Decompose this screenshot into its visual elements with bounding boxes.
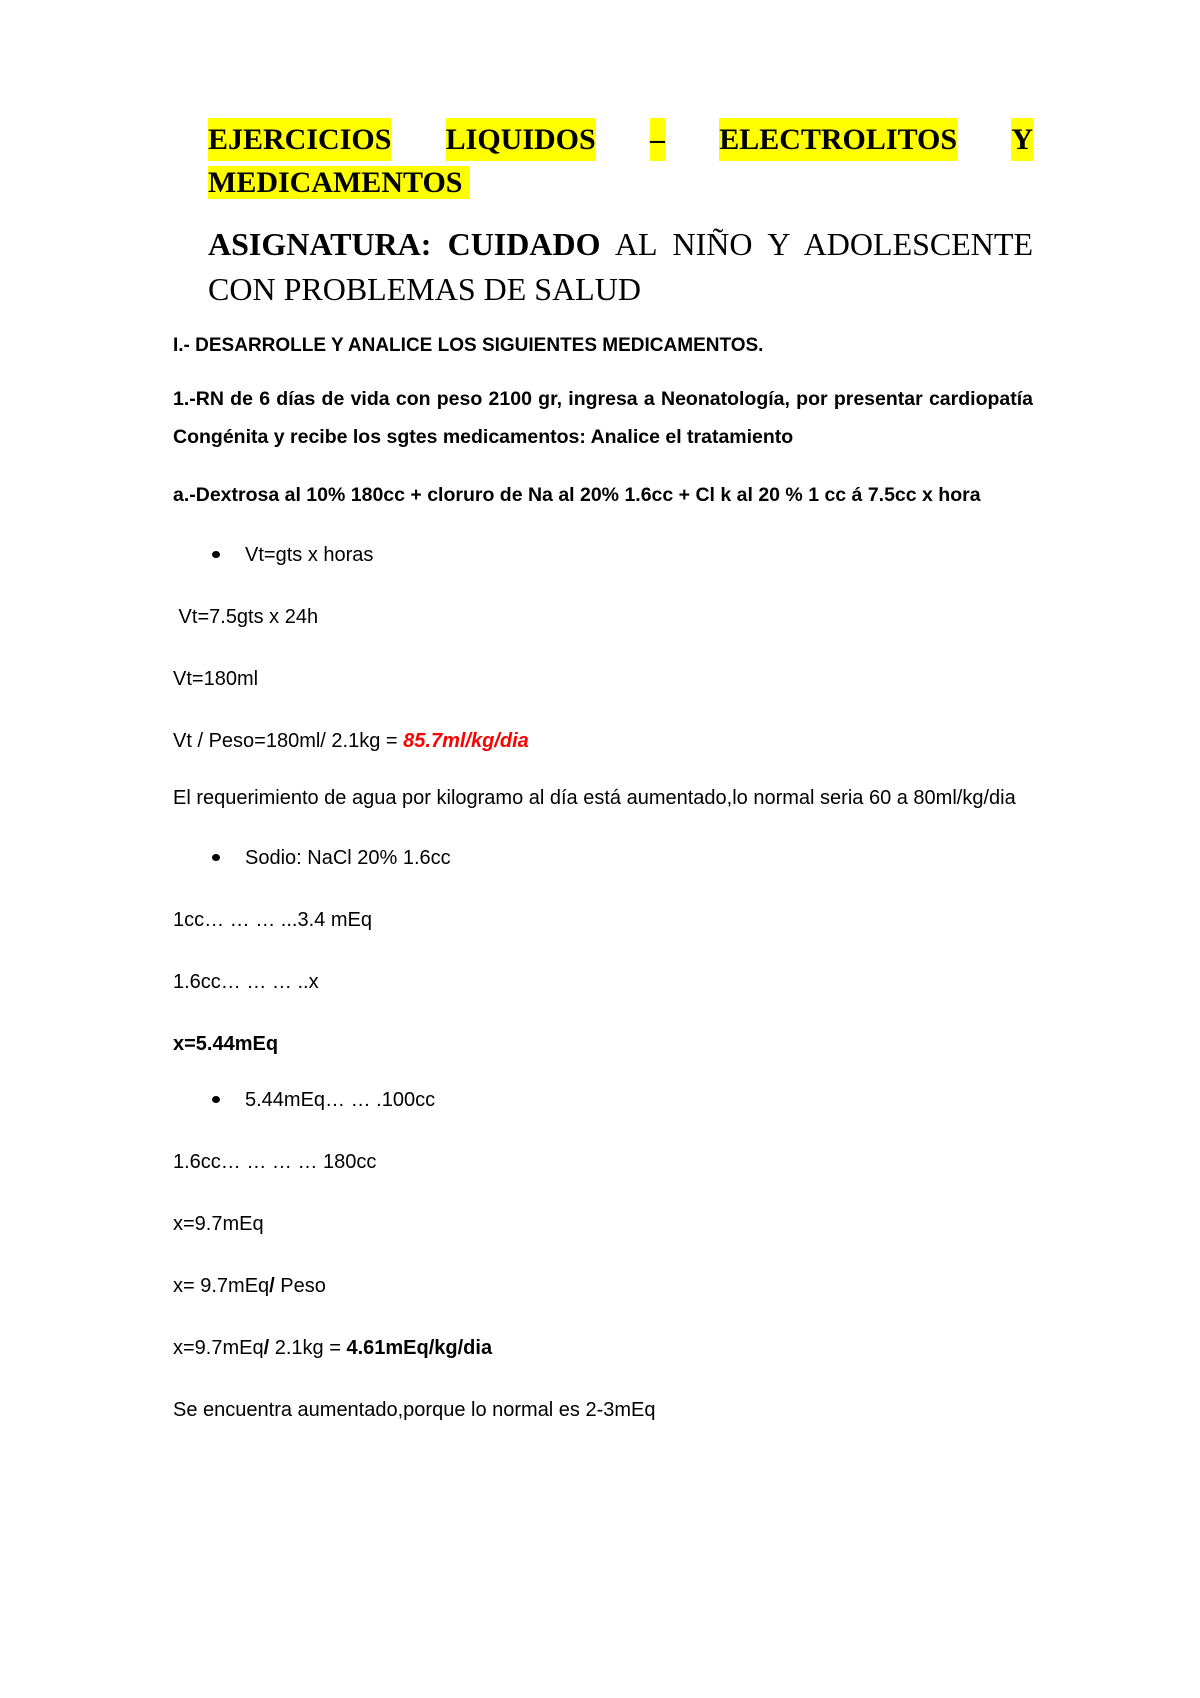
title-word: MEDICAMENTOS bbox=[208, 166, 463, 199]
document-content bbox=[173, 118, 1033, 1425]
subject-label: ASIGNATURA: bbox=[208, 226, 432, 262]
bullet-text: Sodio: NaCl 20% 1.6cc bbox=[245, 847, 451, 869]
calc-line: Vt=7.5gts x 24h bbox=[173, 606, 319, 628]
calc-line: Vt=180ml bbox=[173, 668, 259, 690]
bullet-item bbox=[173, 843, 1033, 873]
problem-statement: 1.-RN de 6 días de vida con peso 2100 gr, ingresa a Neonatología, por presentar cardiopatía Congénita y recibe los sgtes medicamentos: Analice el tratamiento bbox=[173, 388, 1033, 448]
title-word: – bbox=[650, 118, 665, 161]
calc-slash: / bbox=[263, 1337, 270, 1359]
calc-line: 1.6cc… … … ..x bbox=[173, 971, 319, 993]
title-line-1 bbox=[208, 118, 1033, 161]
water-note: El requerimiento de agua por kilogramo al día está aumentado,lo normal seria 60 a 80ml/kg/dia bbox=[173, 787, 1016, 809]
calc-text: Peso bbox=[274, 1275, 326, 1297]
title-word: ELECTROLITOS bbox=[719, 118, 957, 161]
bullet-icon bbox=[212, 854, 220, 861]
calc-result-highlight: 85.7ml/kg/dia bbox=[403, 730, 529, 752]
title-word: LIQUIDOS bbox=[446, 118, 596, 161]
bullet-item bbox=[173, 1085, 1033, 1115]
calc-line: 1cc… … … ...3.4 mEq bbox=[173, 909, 372, 931]
calc-line: 1.6cc… … … … 180cc bbox=[173, 1151, 377, 1173]
title-word: Y bbox=[1011, 118, 1033, 161]
bullet-item bbox=[173, 540, 1033, 570]
calc-text: x=9.7mEq bbox=[173, 1337, 264, 1359]
calc-slash: / bbox=[269, 1275, 275, 1297]
calc-text: Vt / Peso=180ml/ 2.1kg = bbox=[173, 730, 404, 752]
sodium-note: Se encuentra aumentado,porque lo normal es 2-3mEq bbox=[173, 1399, 656, 1421]
subject-line bbox=[208, 222, 1033, 312]
calc-line bbox=[173, 1271, 1033, 1301]
subject-rest: AL NIÑO Y ADOLESCENTE CON PROBLEMAS DE SALUD bbox=[208, 226, 1034, 307]
bullet-text: 5.44mEq… … .100cc bbox=[245, 1089, 436, 1111]
title-word: EJERCICIOS bbox=[208, 118, 391, 161]
title-line-2 bbox=[208, 161, 1033, 204]
calc-text: x= 9.7mEq bbox=[173, 1275, 270, 1297]
calc-result-highlight: 4.61mEq/kg/dia bbox=[346, 1337, 493, 1359]
calc-line: x=9.7mEq bbox=[173, 1213, 264, 1235]
calc-line bbox=[173, 1333, 1033, 1363]
bullet-icon bbox=[212, 551, 220, 558]
section-heading: I.- DESARROLLE Y ANALICE LOS SIGUIENTES MEDICAMENTOS. bbox=[173, 335, 764, 356]
bullet-icon bbox=[212, 1096, 220, 1103]
document-title bbox=[208, 118, 1033, 204]
calc-line bbox=[173, 726, 1033, 756]
calc-text: 2.1kg = bbox=[269, 1337, 347, 1359]
subject-strong-word: CUIDADO bbox=[447, 226, 601, 262]
item-a-statement: a.-Dextrosa al 10% 180cc + cloruro de Na al 20% 1.6cc + Cl k al 20 % 1 cc á 7.5cc x hora bbox=[173, 484, 981, 506]
calc-result: x=5.44mEq bbox=[173, 1033, 279, 1055]
bullet-text: Vt=gts x horas bbox=[245, 544, 374, 566]
